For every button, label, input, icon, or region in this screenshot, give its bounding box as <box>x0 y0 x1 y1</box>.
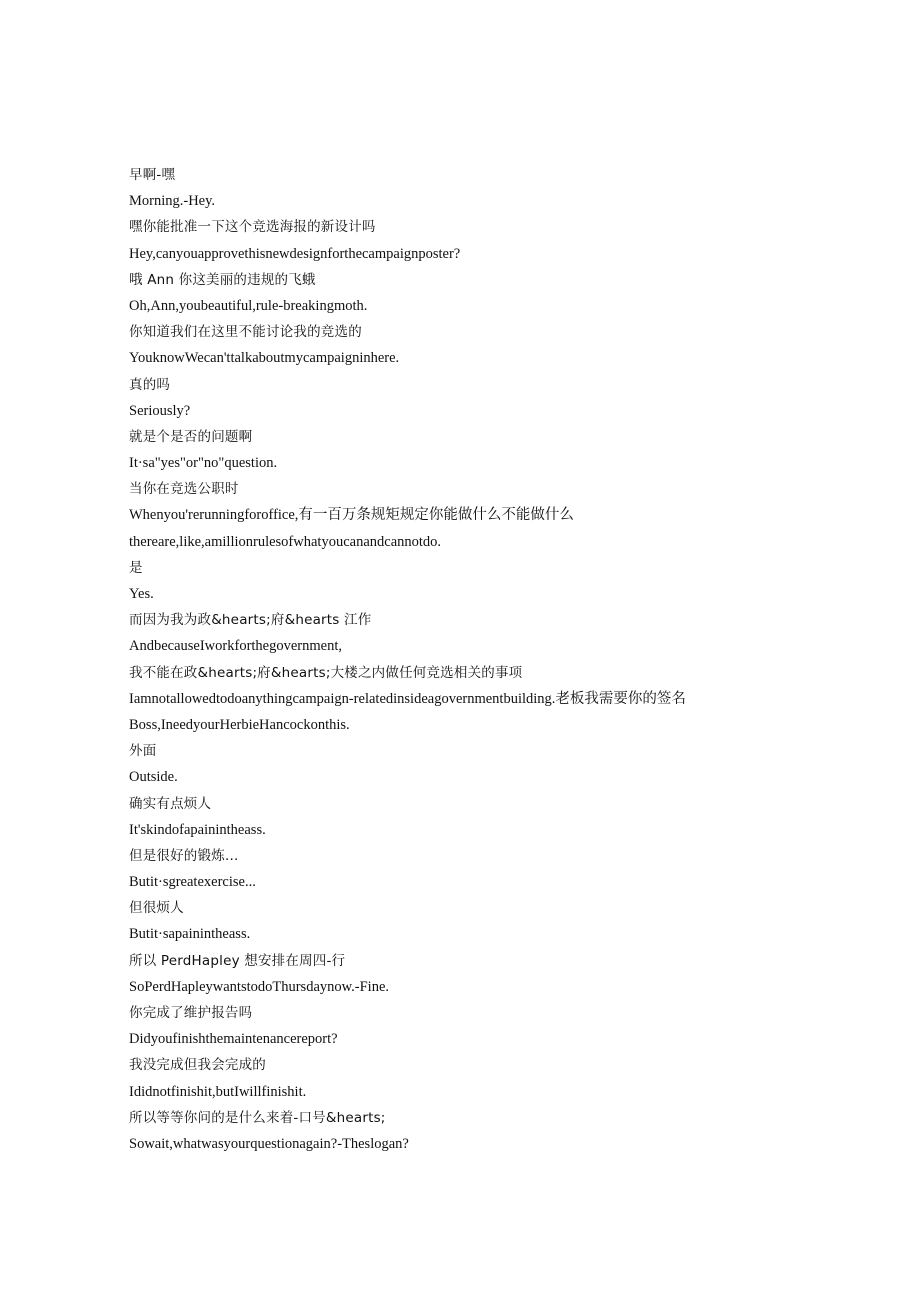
transcript-line: Outside. <box>129 769 178 786</box>
transcript-line: Yes. <box>129 586 154 602</box>
transcript-line: It·sa"yes"or"no"question. <box>129 455 278 472</box>
transcript-line: Butit·sapainintheass. <box>129 926 251 943</box>
transcript-line: It'skindofapainintheass. <box>129 821 266 838</box>
transcript-body <box>129 162 889 1157</box>
transcript-line: 确实有点烦人 <box>129 795 212 812</box>
transcript-line: 真的吗 <box>129 376 171 393</box>
transcript-line: Didyoufinishthemaintenancereport? <box>129 1031 338 1048</box>
transcript-line: 而因为我为政&hearts;府&hearts 江作 <box>129 612 372 629</box>
transcript-line: 早啊-嘿 <box>129 167 176 183</box>
transcript-line: 嘿你能批准一下这个竞选海报的新设计吗 <box>129 219 376 236</box>
transcript-line: Morning.-Hey. <box>129 193 216 210</box>
transcript-line: 当你在竞选公职时 <box>129 481 239 498</box>
transcript-line: 哦 Ann 你这美丽的违规的飞蛾 <box>129 271 316 288</box>
transcript-line: 我没完成但我会完成的 <box>129 1057 266 1074</box>
transcript-line: 你知道我们在这里不能讨论我的竞选的 <box>129 324 362 341</box>
transcript-line: YouknowWecan'ttalkaboutmycampaigninhere. <box>129 350 400 367</box>
transcript-line: 所以等等你问的是什么来着-口号&hearts; <box>129 1109 386 1126</box>
transcript-line: Butit·sgreatexercise... <box>129 874 256 891</box>
transcript-line: Iamnotallowedtodoanythingcampaign-relatedinsideagovernmentbuilding.老板我需要你的签名 <box>129 690 686 707</box>
transcript-line: 我不能在政&hearts;府&hearts;大楼之内做任何竞选相关的事项 <box>129 664 523 681</box>
transcript-line: 但很烦人 <box>129 900 184 917</box>
transcript-line: Whenyou'rerunningforoffice,有一百万条规矩规定你能做什么不能做什么 <box>129 507 574 524</box>
transcript-line: 外面 <box>129 743 157 760</box>
transcript-line: Boss,IneedyourHerbieHancockonthis. <box>129 716 350 733</box>
transcript-line: Hey,canyouapprovethisnewdesignforthecampaignposter? <box>129 245 461 262</box>
transcript-line: AndbecauseIworkforthegovernment, <box>129 638 342 655</box>
transcript-line: 但是很好的锻炼… <box>129 847 239 864</box>
transcript-line: 是 <box>129 559 143 576</box>
transcript-line: 你完成了维护报告吗 <box>129 1005 253 1021</box>
transcript-line: thereare,like,amillionrulesofwhatyoucanandcannotdo. <box>129 533 442 550</box>
transcript-line: 就是个是否的问题啊 <box>129 428 253 445</box>
transcript-line: 所以 PerdHapley 想安排在周四-行 <box>129 952 346 969</box>
transcript-line: Sowait,whatwasyourquestionagain?-Theslogan? <box>129 1135 409 1152</box>
transcript-line: Seriously? <box>129 402 191 419</box>
transcript-line: Ididnotfinishit,butIwillfinishit. <box>129 1083 307 1100</box>
transcript-line: SoPerdHapleywantstodoThursdaynow.-Fine. <box>129 978 390 995</box>
transcript-line: Oh,Ann,youbeautiful,rule-breakingmoth. <box>129 297 368 314</box>
